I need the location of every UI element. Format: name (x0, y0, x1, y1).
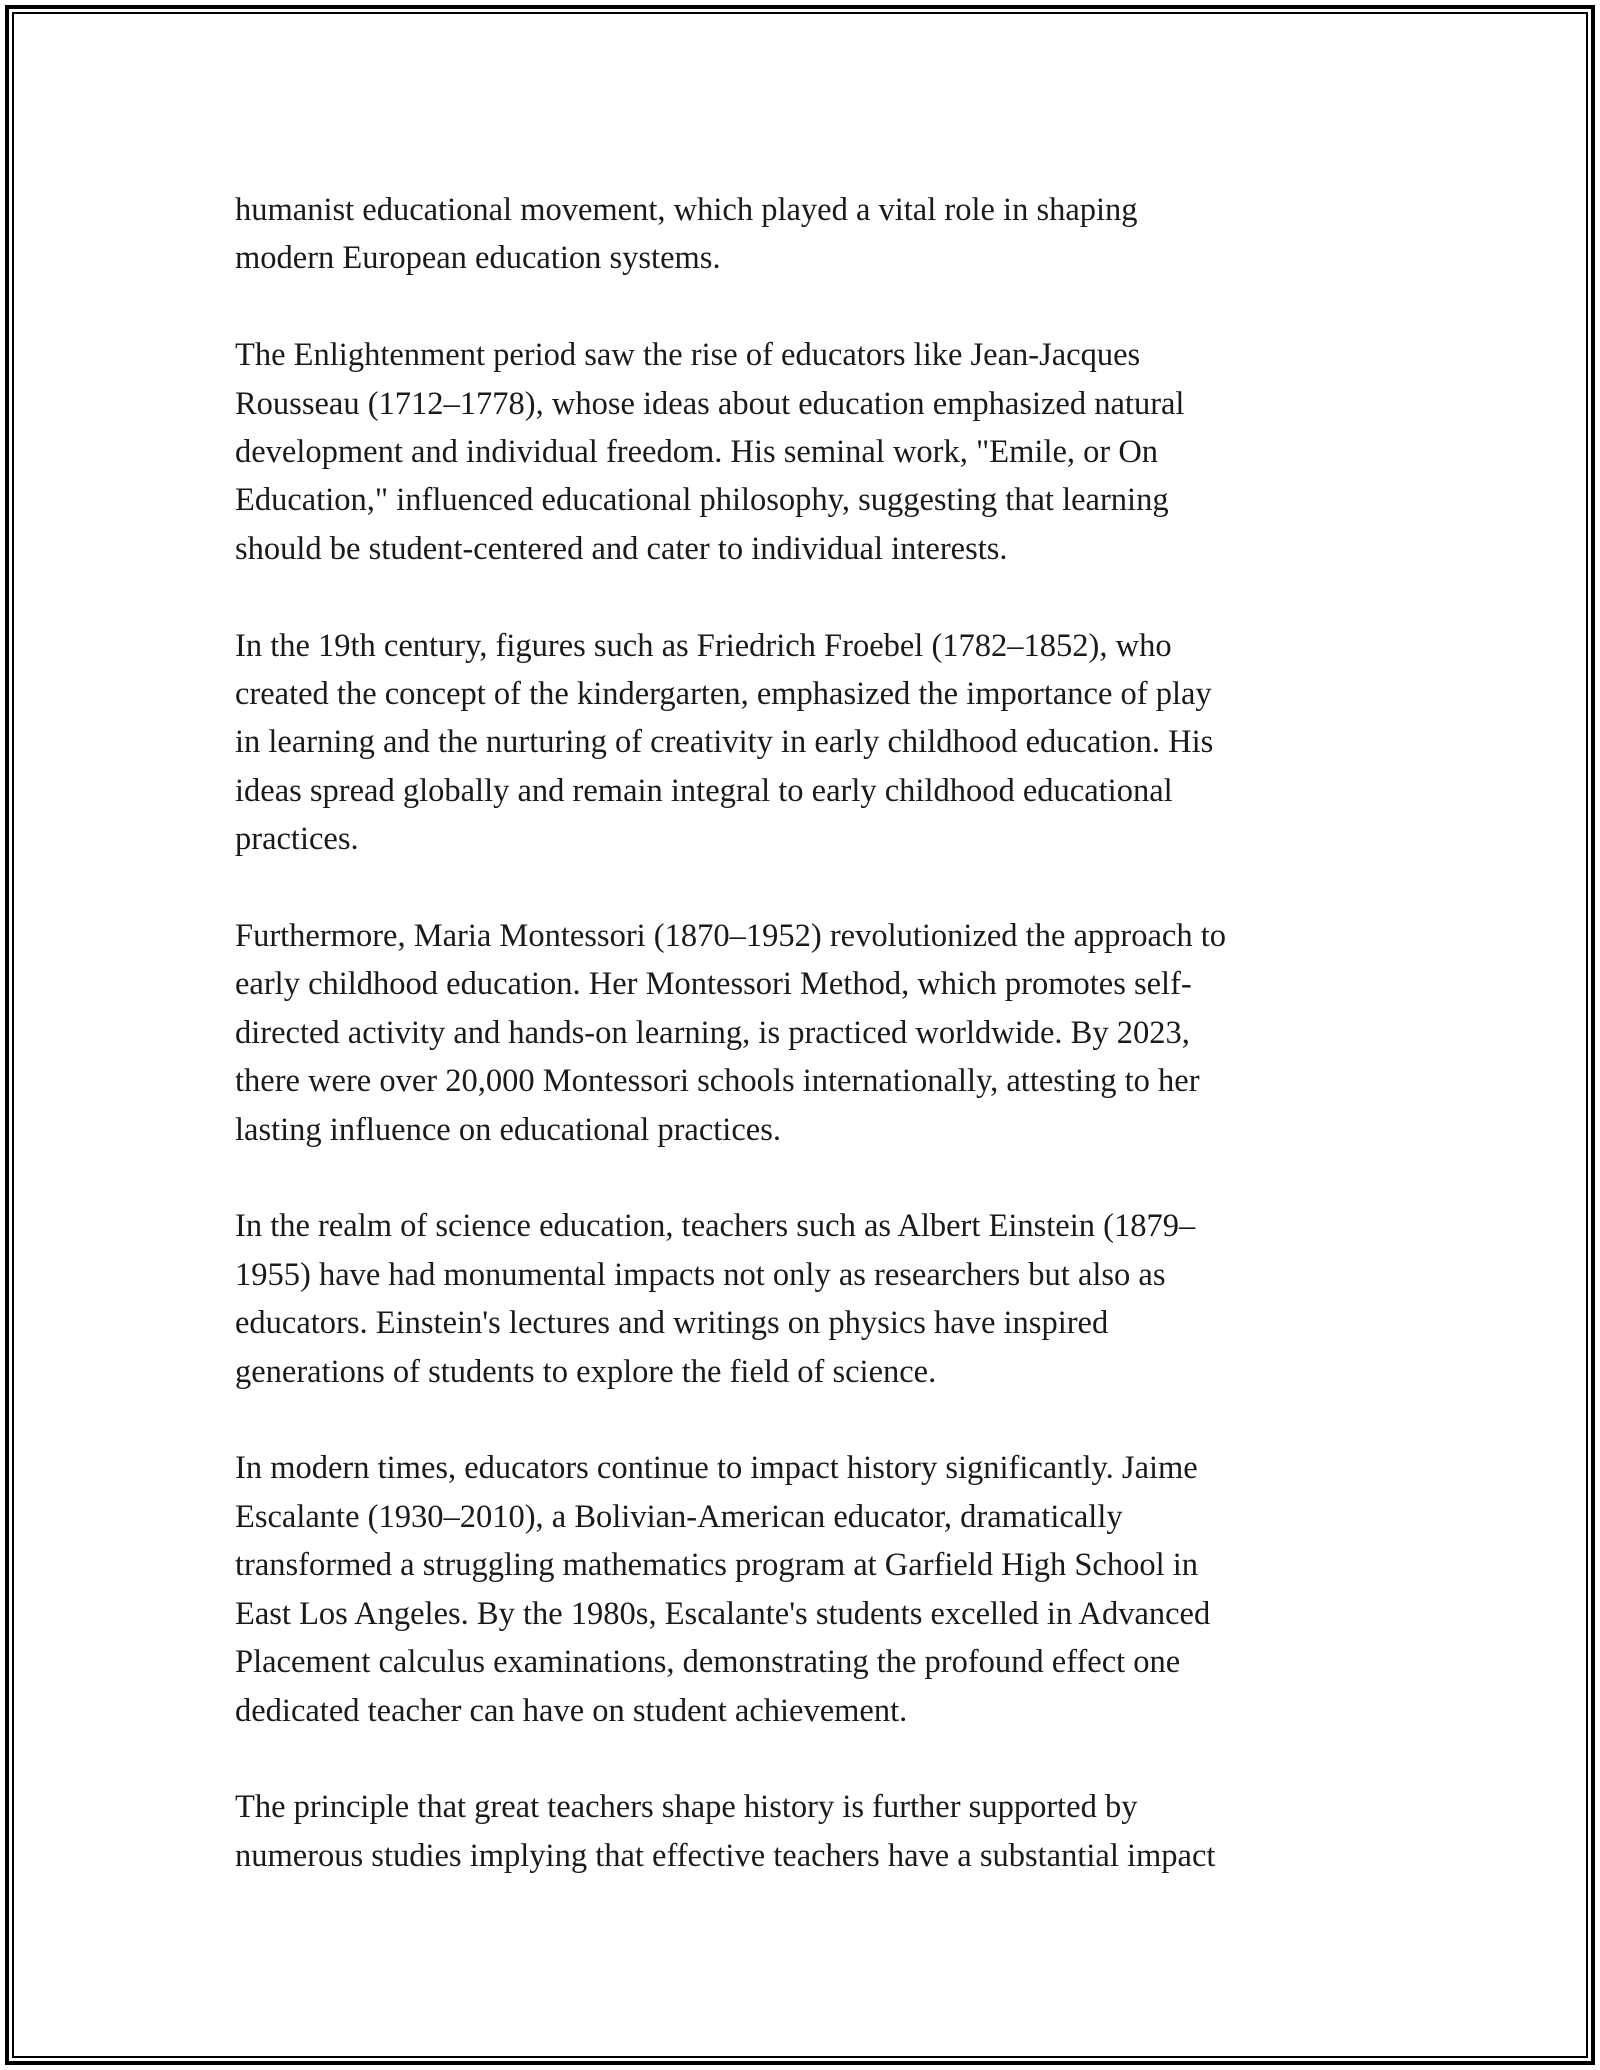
text-line: should be student-centered and cater to individual interests. (235, 530, 1008, 567)
text-line: Placement calculus examinations, demonstrating the profound effect one (235, 1644, 1181, 1681)
paragraph-enlightenment (235, 331, 1365, 573)
paragraph-froebel (235, 622, 1365, 864)
text-line: in learning and the nurturing of creativity in early childhood education. His (235, 724, 1214, 761)
text-line: dedicated teacher can have on student achievement. (235, 1692, 908, 1729)
text-line: transformed a struggling mathematics program at Garfield High School in (235, 1547, 1199, 1584)
text-line: directed activity and hands-on learning, is practiced worldwide. By 2023, (235, 1014, 1190, 1051)
paragraph-escalante (235, 1444, 1365, 1734)
text-line: modern European education systems. (235, 240, 721, 277)
text-line: practices. (235, 821, 359, 858)
paragraph-einstein (235, 1202, 1365, 1396)
text-line: humanist educational movement, which played a vital role in shaping (235, 192, 1138, 228)
paragraph-humanist-movement (235, 186, 1365, 283)
text-line: generations of students to explore the field of science. (235, 1353, 937, 1390)
text-line: Education," influenced educational philosophy, suggesting that learning (235, 482, 1169, 519)
text-line: created the concept of the kindergarten, emphasized the importance of play (235, 676, 1212, 713)
text-line: 1955) have had monumental impacts not only as researchers but also as (235, 1256, 1166, 1293)
text-line: In the 19th century, figures such as Friedrich Froebel (1782–1852), who (235, 627, 1172, 664)
text-line: The principle that great teachers shape history is further supported by (235, 1789, 1138, 1826)
text-line: ideas spread globally and remain integral to early childhood educational (235, 772, 1173, 809)
text-line: lasting influence on educational practices. (235, 1111, 781, 1148)
text-line: there were over 20,000 Montessori schools internationally, attesting to her (235, 1063, 1200, 1100)
text-line: Rousseau (1712–1778), whose ideas about education emphasized natural (235, 385, 1185, 422)
text-line: development and individual freedom. His seminal work, "Emile, or On (235, 434, 1159, 471)
document-body (235, 186, 1365, 1880)
paragraph-montessori (235, 912, 1365, 1154)
text-line: In modern times, educators continue to impact history significantly. Jaime (235, 1450, 1198, 1487)
paragraph-great-teachers (235, 1783, 1365, 1880)
text-line: In the realm of science education, teachers such as Albert Einstein (1879– (235, 1208, 1196, 1245)
text-line: Escalante (1930–2010), a Bolivian-American educator, dramatically (235, 1498, 1123, 1535)
text-line: Furthermore, Maria Montessori (1870–1952) revolutionized the approach to (235, 918, 1226, 955)
text-line: educators. Einstein's lectures and writings on physics have inspired (235, 1305, 1109, 1342)
text-line: The Enlightenment period saw the rise of educators like Jean-Jacques (235, 337, 1141, 374)
text-line: numerous studies implying that effective teachers have a substantial impact (235, 1837, 1216, 1874)
text-line: East Los Angeles. By the 1980s, Escalante's students excelled in Advanced (235, 1595, 1211, 1632)
text-line: early childhood education. Her Montessori Method, which promotes self- (235, 966, 1192, 1003)
